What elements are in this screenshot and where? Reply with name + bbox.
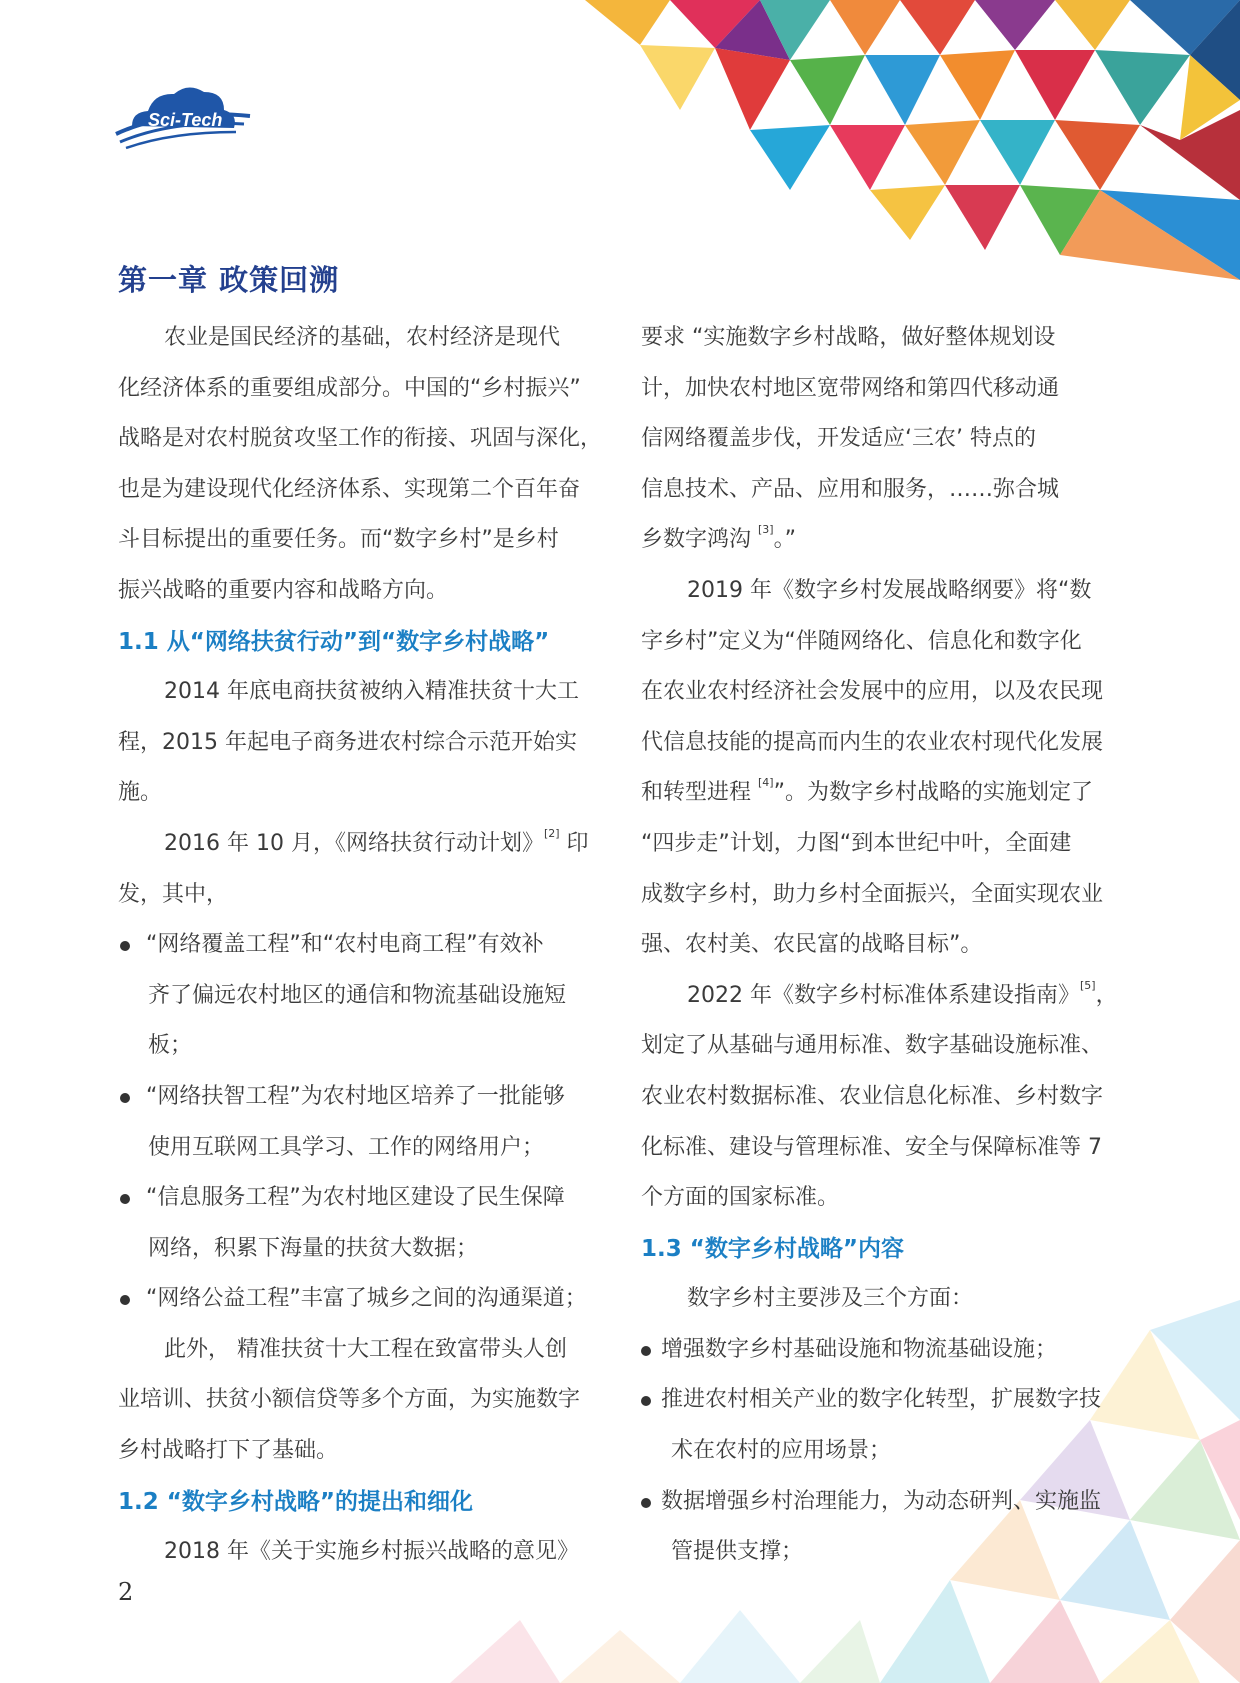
text-line: 齐了偏远农村地区的通信和物流基础设施短: [148, 982, 567, 1008]
text-line: “四步走”计划，力图“到本世纪中叶，全面建: [641, 830, 1072, 856]
section-heading-1-2: 1.2 “数字乡村战略”的提出和细化: [118, 1488, 473, 1515]
text-line: 2014 年底电商扶贫被纳入精准扶贫十大工: [164, 679, 579, 705]
text-segment: 印: [559, 830, 589, 856]
citation-ref: [4]: [758, 776, 774, 790]
bullet-item: “信息服务工程”为农村地区建设了民生保障: [118, 1173, 598, 1224]
text-line: 成数字乡村，助力乡村全面振兴，全面实现农业: [641, 881, 1104, 907]
citation-ref: [3]: [758, 523, 774, 537]
text-line: 字乡村”定义为“伴随网络化、信息化和数字化: [641, 628, 1082, 654]
text-line: 2018 年《关于实施乡村振兴战略的意见》: [164, 1539, 579, 1565]
text-line: 乡村战略打下了基础。: [118, 1438, 339, 1464]
page-number: 2: [118, 1578, 134, 1606]
text-segment: 。”: [773, 527, 796, 553]
bullet-item: 数据增强乡村治理能力，为动态研判、实施监: [641, 1477, 1123, 1528]
text-line: 要求 “实施数字乡村战略，做好整体规划设: [641, 325, 1056, 350]
section-heading-1-1: 1.1 从“网络扶贫行动”到“数字乡村战略”: [118, 628, 550, 655]
bullet-item: “网络覆盖工程”和“农村电商工程”有效补: [118, 920, 598, 971]
section-heading-1-3: 1.3 “数字乡村战略”内容: [641, 1235, 904, 1262]
text-line: 施。: [118, 780, 163, 806]
text-line: 程，2015 年起电子商务进农村综合示范开始实: [118, 729, 577, 755]
text-line: [641, 768, 1123, 819]
text-line: 强、农村美、农民富的战略目标”。: [641, 932, 983, 958]
text-line: 此外， 精准扶贫十大工程在致富带头人创: [164, 1336, 567, 1362]
text-line: 振兴战略的重要内容和战略方向。: [118, 577, 449, 603]
text-line: 划定了从基础与通用标准、数字基础设施标准、: [641, 1033, 1104, 1059]
text-line: 网络，积累下海量的扶贫大数据；: [148, 1235, 479, 1261]
text-line: 板；: [148, 1033, 193, 1059]
bullet-item: 增强数字乡村基础设施和物流基础设施；: [641, 1325, 1123, 1376]
text-line: 2019 年《数字乡村发展战略纲要》将“数: [687, 577, 1092, 603]
text-line: 管提供支撑；: [671, 1539, 804, 1565]
text-line: 计，加快农村地区宽带网络和第四代移动通: [641, 375, 1060, 401]
text-segment: 2022 年《数字乡村标准体系建设指南》: [687, 982, 1080, 1008]
citation-ref: [5]: [1079, 978, 1096, 992]
text-line: 也是为建设现代化经济体系、实现第二个百年奋: [118, 476, 581, 502]
text-line: 农业农村数据标准、农业信息化标准、乡村数字: [641, 1083, 1104, 1109]
sci-tech-logo: [112, 78, 252, 153]
svg-text:Sci-Tech: Sci-Tech: [148, 110, 223, 130]
text-line: [641, 971, 1123, 1022]
text-line: 代信息技能的提高而内生的农业农村现代化发展: [641, 729, 1104, 755]
text-line: 个方面的国家标准。: [641, 1185, 840, 1211]
text-line: 化标准、建设与管理标准、安全与保障标准等 7: [641, 1134, 1102, 1160]
chapter-title: 第一章 政策回溯: [118, 263, 340, 297]
text-segment: ，: [1095, 982, 1118, 1008]
citation-ref: [2]: [543, 826, 560, 840]
text-line: 信网络覆盖步伐，开发适应‘三农’ 特点的: [641, 426, 1036, 452]
text-line: 农业是国民经济的基础，农村经济是现代: [164, 325, 561, 350]
text-segment: 乡数字鸿沟: [641, 527, 758, 553]
text-line: 使用互联网工具学习、工作的网络用户；: [148, 1134, 545, 1160]
right-column: [641, 313, 1123, 1578]
text-line: 化经济体系的重要组成部分。中国的“乡村振兴”: [118, 375, 581, 401]
text-line: [118, 819, 598, 870]
text-line: 数字乡村主要涉及三个方面：: [687, 1286, 974, 1312]
text-line: 斗目标提出的重要任务。而“数字乡村”是乡村: [118, 527, 559, 553]
text-segment: 2016 年 10 月，《网络扶贫行动计划》: [164, 830, 544, 856]
bullet-item: 推进农村相关产业的数字化转型，扩展数字技: [641, 1375, 1123, 1426]
bullet-item: “网络公益工程”丰富了城乡之间的沟通渠道；: [118, 1274, 598, 1325]
text-line: 在农业农村经济社会发展中的应用，以及农民现: [641, 679, 1104, 705]
text-segment: 和转型进程: [641, 780, 758, 806]
text-segment: ”。为数字乡村战略的实施划定了: [773, 780, 1093, 806]
left-column: [118, 313, 603, 1578]
text-line: 术在农村的应用场景；: [671, 1438, 892, 1464]
bullet-item: “网络扶智工程”为农村地区培养了一批能够: [118, 1072, 598, 1123]
text-line: 信息技术、产品、应用和服务，……弥合城: [641, 476, 1060, 502]
text-line: [641, 515, 1123, 566]
text-line: 业培训、扶贫小额信贷等多个方面，为实施数字: [118, 1387, 581, 1413]
text-line: 战略是对农村脱贫攻坚工作的衔接、巩固与深化，: [118, 426, 603, 452]
text-line: 发，其中，: [118, 881, 229, 907]
